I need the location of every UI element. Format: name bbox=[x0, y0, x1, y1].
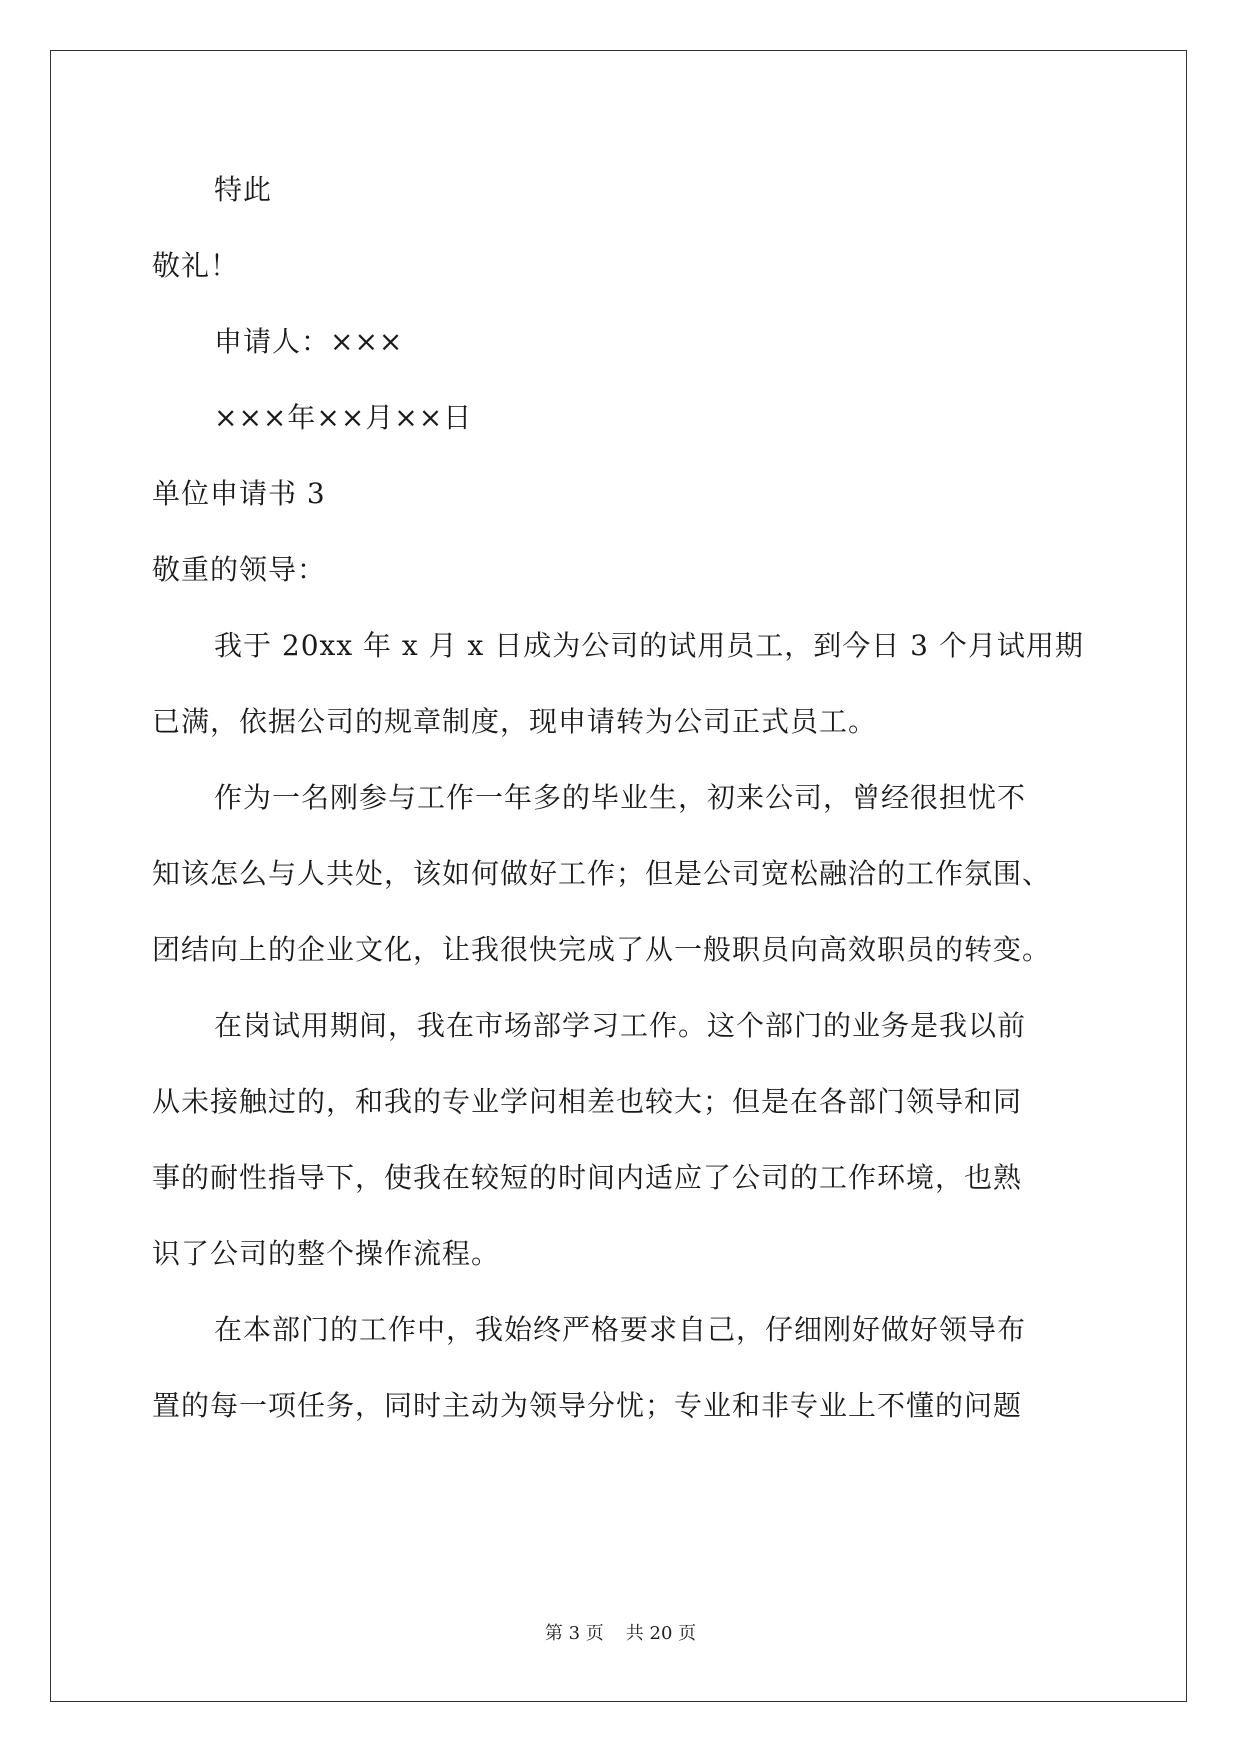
text-line: 敬礼！ bbox=[152, 249, 240, 282]
page-total: 共 20 页 bbox=[625, 1623, 697, 1644]
text-line: 团结向上的企业文化，让我很快完成了从一般职员向高效职员的转变。 bbox=[152, 933, 1052, 966]
text-line: 在本部门的工作中，我始终严格要求自己，仔细刚好做好领导布 bbox=[214, 1313, 1027, 1346]
page-number: 第 3 页 bbox=[544, 1623, 604, 1644]
text-line: 识了公司的整个操作流程。 bbox=[152, 1237, 501, 1270]
text-line: ×××年××月××日 bbox=[214, 401, 473, 434]
salutation: 敬重的领导： bbox=[152, 553, 327, 586]
text-line: 申请人：××× bbox=[214, 325, 404, 358]
text-line: 特此 bbox=[214, 173, 273, 206]
text-line: 事的耐性指导下，使我在较短的时间内适应了公司的工作环境，也熟 bbox=[152, 1161, 1023, 1194]
text-line: 从未接触过的，和我的专业学问相差也较大；但是在各部门领导和同 bbox=[152, 1085, 1023, 1118]
text-line: 我于 20xx 年 x 月 x 日成为公司的试用员工，到今日 3 个月试用期 bbox=[214, 629, 1084, 662]
section-heading: 单位申请书 3 bbox=[152, 477, 326, 510]
text-line: 知该怎么与人共处，该如何做好工作；但是公司宽松融洽的工作氛围、 bbox=[152, 857, 1052, 890]
text-line: 在岗试用期间，我在市场部学习工作。这个部门的业务是我以前 bbox=[214, 1009, 1027, 1042]
text-line: 已满，依据公司的规章制度，现申请转为公司正式员工。 bbox=[152, 705, 878, 738]
text-line: 作为一名刚参与工作一年多的毕业生，初来公司，曾经很担忧不 bbox=[214, 781, 1027, 814]
text-line: 置的每一项任务，同时主动为领导分忧；专业和非专业上不懂的问题 bbox=[152, 1389, 1023, 1422]
page-footer bbox=[0, 1622, 1241, 1646]
